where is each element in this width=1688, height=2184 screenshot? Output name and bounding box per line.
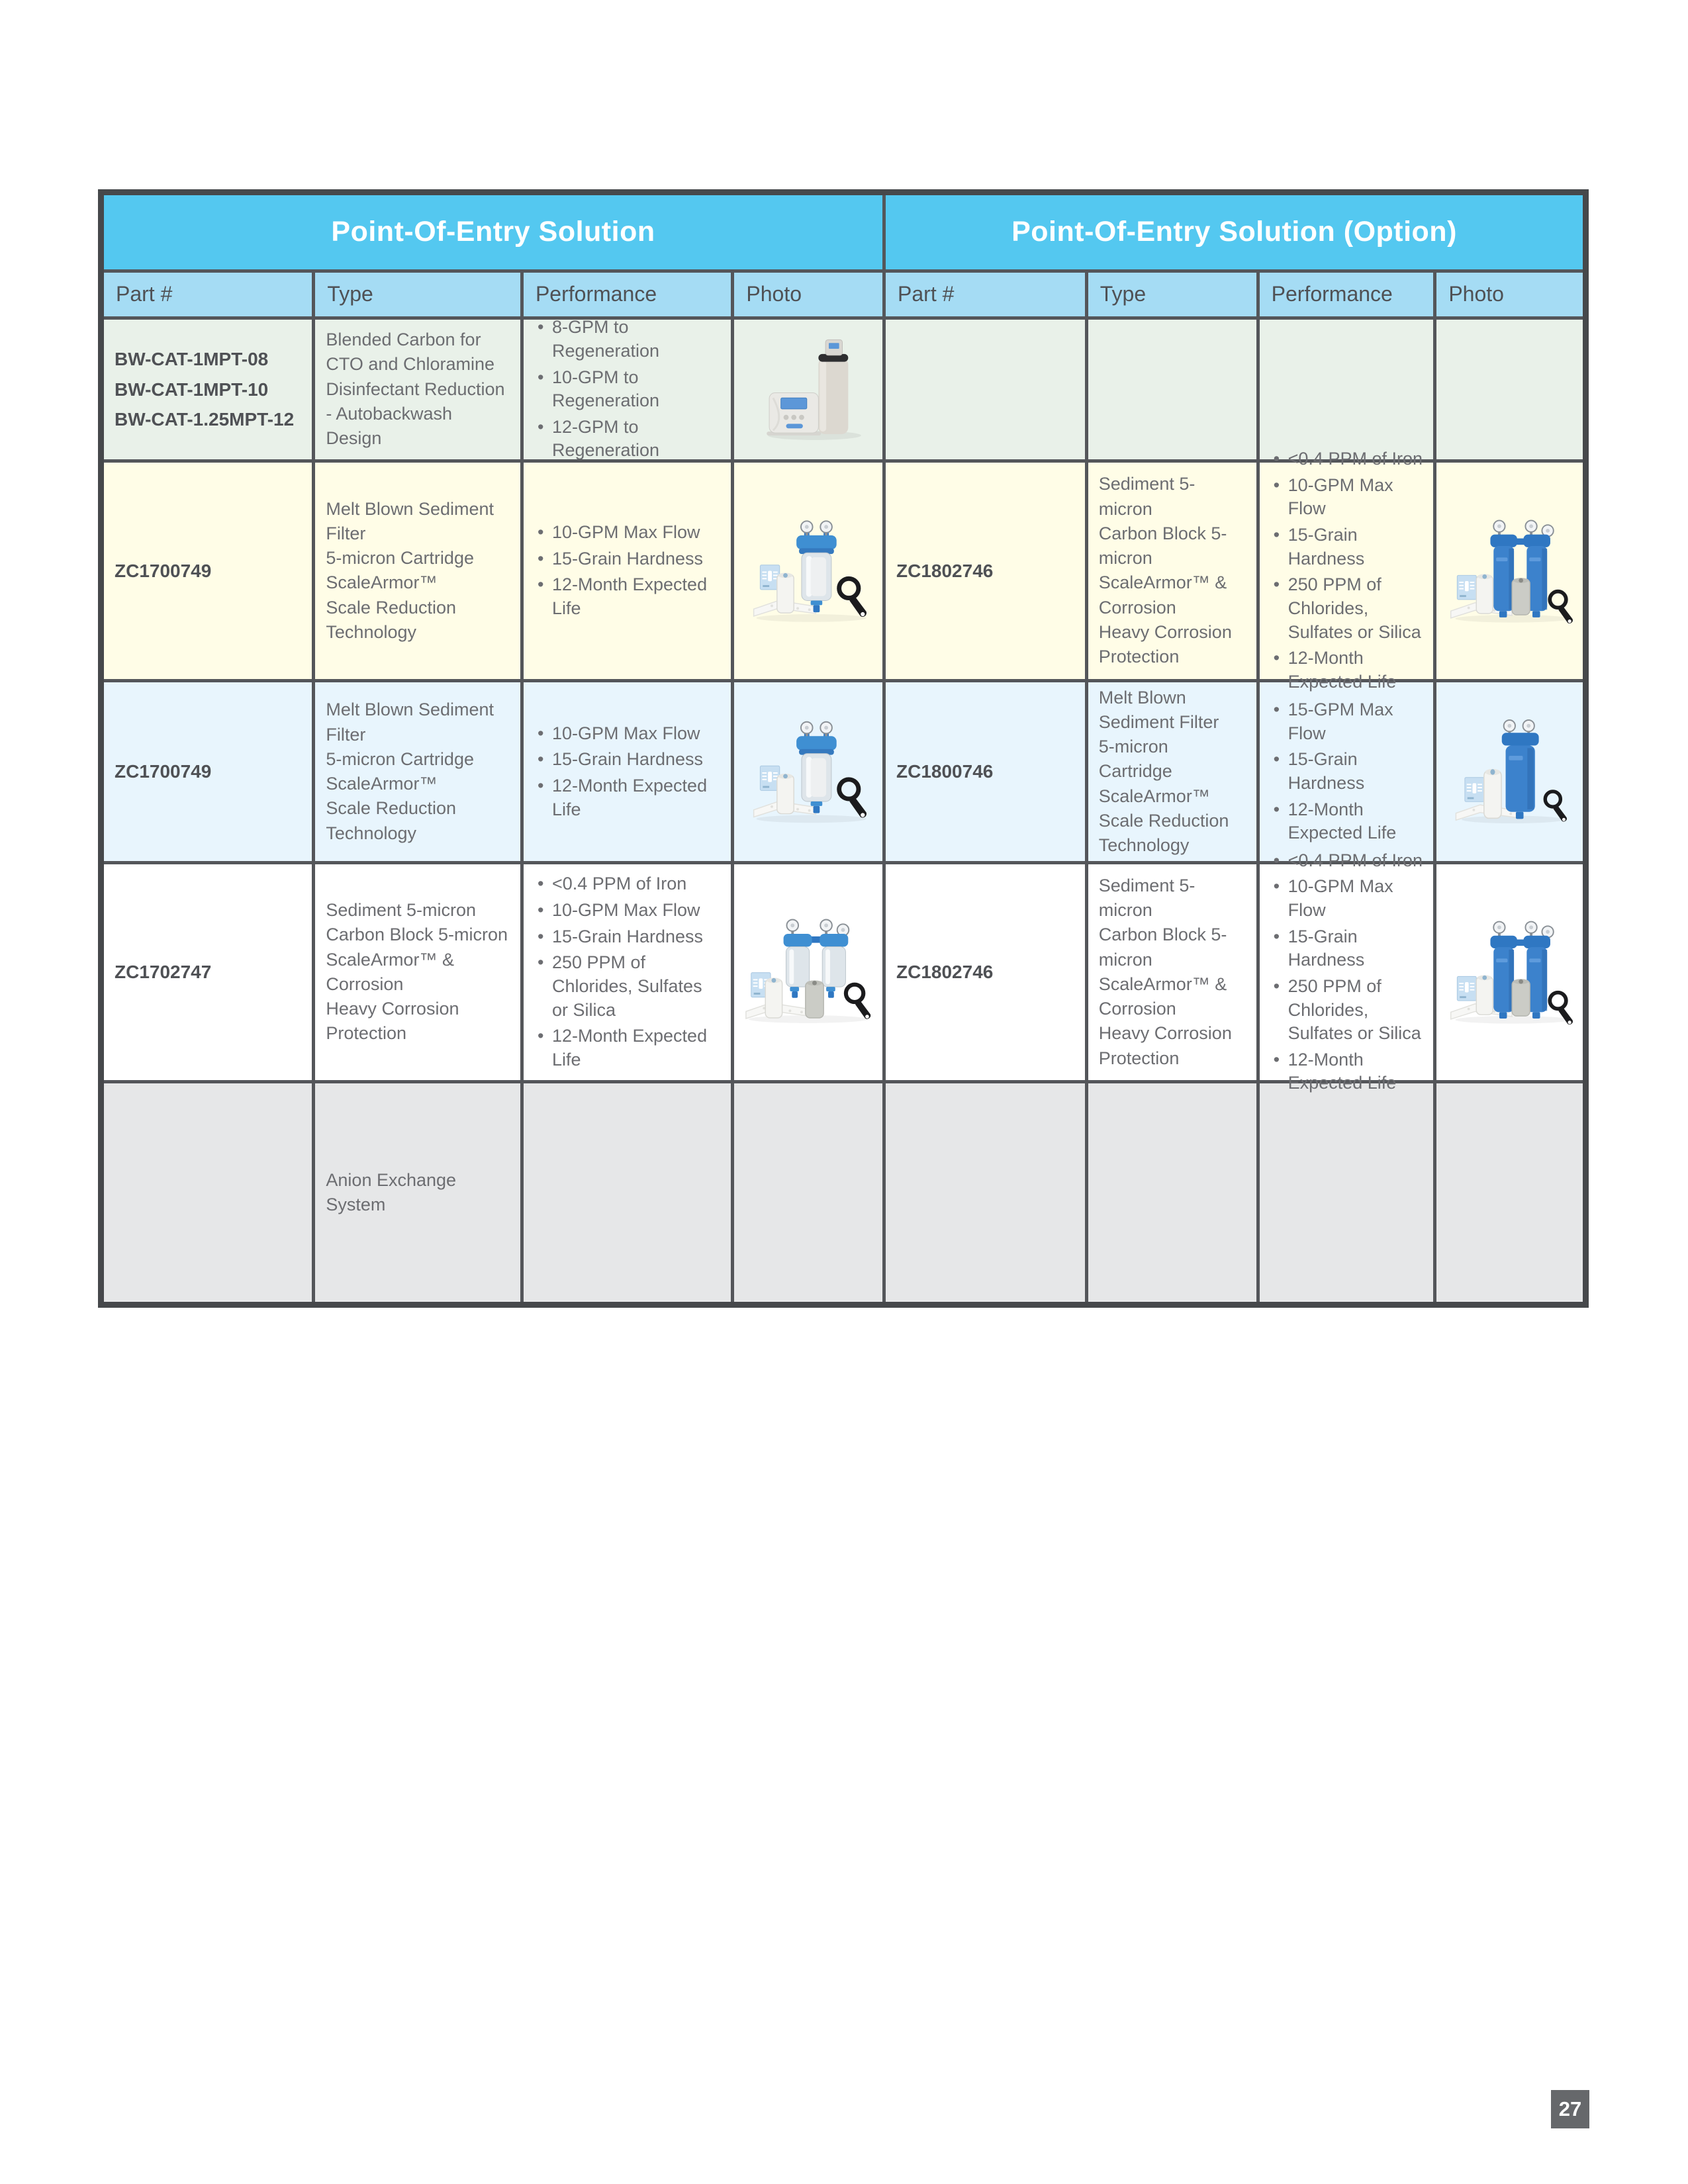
type-cell [315,463,520,679]
list-item: • 15-Grain Hardness [1270,523,1423,570]
type-cell [1088,682,1256,861]
performance-cell [1260,682,1434,861]
photo-cell-empty [1436,320,1583,459]
list-item: Blended Carbon for CTO and Chloramine Disinfectant Reduction - Autobackwash Design [326,330,505,449]
list-item: • 250 PPM of Chlorides, Sulfates or Silica [534,951,720,1022]
part-cell-empty [104,1083,312,1302]
column-header-part-right: Part # [886,273,1085,316]
type-cell [315,320,520,459]
list-item: Melt Blown Sediment Filter [326,498,494,543]
list-item: • 10-GPM to Regeneration [534,366,720,413]
list-item: Scale Reduction Technology [326,798,457,843]
list-item: • 15-Grain Hardness [534,748,720,772]
type-cell [315,1083,520,1302]
list-item: Scale Reduction Technology [326,597,457,642]
type-cell [1088,463,1256,679]
list-item: Melt Blown Sediment Filter [1098,687,1219,732]
list-item: • 10-GPM Max Flow [534,899,720,923]
performance-cell-empty [1260,320,1434,459]
list-item: ScaleArmor™ & Corrosion [1098,974,1227,1019]
column-header-performance-right: Performance [1260,273,1434,316]
list-item: • 15-Grain Hardness [534,547,720,571]
performance-cell [524,463,731,679]
list-item: BW-CAT-1MPT-08 [115,349,269,370]
list-item: ScaleArmor™ & Corrosion [1098,572,1227,617]
part-cell [886,682,1085,861]
list-item: • 250 PPM of Chlorides, Sulfates or Silica [1270,573,1423,644]
photo-cell-empty [734,1083,882,1302]
photo-cell [734,864,882,1080]
list-item: BW-CAT-1.25MPT-12 [115,408,295,430]
photo-cell [1436,463,1583,679]
list-item: Carbon Block 5-micron [1098,523,1227,569]
single-clear-filter-kit-icon [743,473,872,668]
list-item: • 12-Month Expected Life [1270,1048,1423,1095]
list-item: Sediment 5-micron [1098,875,1196,921]
performance-cell [524,317,731,461]
list-item: • 12-Month Expected Life [534,1024,720,1071]
list-item: • 12-Month Expected Life [534,573,720,620]
page-number: 27 [1551,2090,1589,2128]
single-clear-filter-kit-icon [743,692,872,851]
part-cell [886,864,1085,1080]
dual-blue-filter-kit-icon [1446,473,1573,668]
type-cell-empty [1088,1083,1256,1302]
type-cell [315,864,520,1080]
list-item: ScaleArmor™ [326,774,438,794]
part-cell [104,320,312,459]
list-item: ZC1702747 [115,962,212,983]
list-item: 5-micron Cartridge [326,548,474,569]
dual-clear-filter-kit-icon [743,875,872,1069]
part-cell [104,463,312,679]
list-item: 5-micron Cartridge [326,749,474,769]
list-item: • 15-GPM Max Flow [1270,698,1423,745]
list-item: BW-CAT-1MPT-10 [115,379,269,400]
list-item: • 12-Month Expected Life [534,774,720,821]
list-item: Carbon Block 5-micron [326,925,508,945]
part-cell [886,463,1085,679]
list-item: Scale Reduction Technology [1098,810,1229,856]
photo-cell [734,682,882,861]
part-cell-empty [886,320,1085,459]
list-item: • 15-Grain Hardness [534,925,720,949]
type-cell-empty [1088,320,1256,459]
list-item: Melt Blown Sediment Filter [326,700,494,745]
performance-cell [1260,449,1434,692]
list-item: • <0.4 PPM of Iron [1270,447,1423,471]
product-table [98,189,1589,1308]
performance-cell-empty [1260,1083,1434,1302]
column-header-performance-left: Performance [524,273,731,316]
section-title-poe-option: Point-Of-Entry Solution (Option) [886,195,1583,269]
type-cell [1088,864,1256,1080]
list-item: Heavy Corrosion Protection [1098,1023,1232,1068]
list-item: Anion Exchange System [326,1169,457,1214]
list-item: Sediment 5-micron [326,900,476,921]
performance-cell [1260,850,1434,1093]
list-item: • 10-GPM Max Flow [534,521,720,545]
column-header-part-left: Part # [104,273,312,316]
list-item: • 12-GPM to Regeneration [534,416,720,463]
list-item: Heavy Corrosion Protection [1098,621,1232,667]
list-item: ZC1802746 [896,560,994,581]
list-item: • 10-GPM Max Flow [534,722,720,746]
single-blue-filter-kit-icon [1446,692,1573,851]
list-item: ZC1802746 [896,962,994,983]
photo-cell [734,463,882,679]
section-title-poe: Point-Of-Entry Solution [104,195,882,269]
water-softener-system-icon [743,329,872,450]
list-item: • 12-Month Expected Life [1270,647,1423,694]
performance-cell-empty [524,1083,731,1302]
list-item: ZC1700749 [115,560,212,581]
list-item: • 250 PPM of Chlorides, Sulfates or Silica [1270,975,1423,1046]
dual-blue-filter-kit-icon [1446,875,1573,1069]
list-item: • 8-GPM to Regeneration [534,316,720,363]
part-cell [104,682,312,861]
performance-cell [524,864,731,1080]
part-cell-empty [886,1083,1085,1302]
column-header-photo-left: Photo [734,273,882,316]
list-item: • <0.4 PPM of Iron [1270,849,1423,873]
list-item: Carbon Block 5-micron [1098,925,1227,970]
column-header-photo-right: Photo [1436,273,1583,316]
part-cell [104,864,312,1080]
performance-cell [524,682,731,861]
list-item: Heavy Corrosion Protection [326,999,459,1044]
photo-cell-empty [1436,1083,1583,1302]
photo-cell [734,320,882,459]
list-item: • 15-Grain Hardness [1270,748,1423,795]
photo-cell [1436,864,1583,1080]
list-item: ScaleArmor™ [1098,786,1210,806]
list-item: • 15-Grain Hardness [1270,925,1423,972]
list-item: • 10-GPM Max Flow [1270,474,1423,521]
type-cell [315,682,520,861]
list-item: ScaleArmor™ & Corrosion [326,949,454,994]
column-header-type-right: Type [1088,273,1256,316]
column-header-type-left: Type [315,273,520,316]
photo-cell [1436,682,1583,861]
list-item: ZC1800746 [896,761,994,782]
list-item: • 10-GPM Max Flow [1270,875,1423,922]
list-item: Sediment 5-micron [1098,474,1196,519]
list-item: ZC1700749 [115,761,212,782]
list-item: ScaleArmor™ [326,572,438,593]
list-item: 5-micron Cartridge [1098,737,1172,782]
list-item: • <0.4 PPM of Iron [534,872,720,896]
list-item: • 12-Month Expected Life [1270,798,1423,845]
